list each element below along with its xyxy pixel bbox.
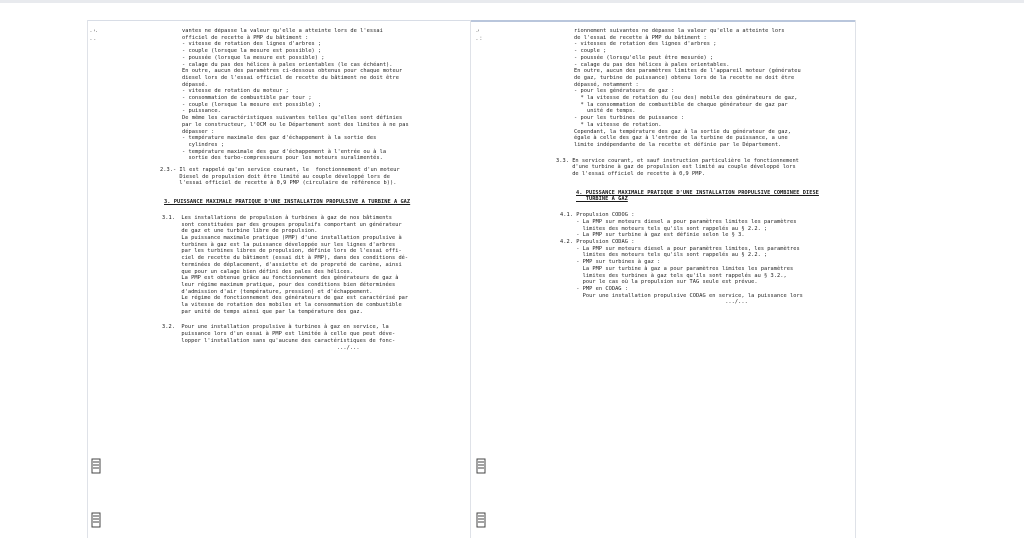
right-page [550,28,850,538]
text-line: ciel de recette du bâtiment (essai dit à PMP), dans des conditions dé- [162,255,409,262]
text-line: diesel lors de l'essai officiel de recette du bâtiment ne doit être [182,74,400,81]
text-line: unité de temps. [574,108,636,115]
text-line: lopper l'installation sans qu'aucune des caractéristiques de fonc- [162,337,396,344]
text-line: - couple ; [574,48,607,55]
subsection-heading: 4.2. Propulsion CODAG : [560,238,635,245]
text-line: - température maximale des gaz d'échappement à la sortie des [182,135,377,142]
text-line: leur régime maximum pratique, pour des conditions bien déterminées [162,281,396,288]
text-line: - couple (lorsque la mesure est possible) ; [182,48,322,55]
text-line: - PMP sur turbines à gaz : [560,259,661,266]
text-line: égale à celle des gaz à l'entrée de la turbine de puissance, a une [574,135,788,142]
subsection-heading: 4.1. Propulsion CODOG : [560,212,635,219]
scan-stamp-icon [91,458,101,474]
page-frame-right [855,20,856,538]
right-page-top-text [550,28,850,149]
section-heading: 3. PUISSANCE MAXIMALE PRATIQUE D'UNE INSTALLATION PROPULSIVE A TURBINE A GAZ [164,199,411,206]
text-line: La puissance maximale pratique (PMP) d'une installation propulsive à [162,234,402,241]
section-4-body [550,212,850,306]
text-line: 3.1. Les installations de propulsion à turbines à gaz de nos bâtiments [162,214,392,221]
text-line: sortie des turbo-compresseurs pour les moteurs suralimentés. [182,155,383,162]
text-line: limites des moteurs tels qu'ils sont rappelés au § 2.2. ; [560,225,768,232]
text-line: * la vitesse de rotation du (ou des) mobile des générateurs de gaz, [574,95,798,102]
text-line: - vitesse de rotation du moteur ; [182,88,289,95]
text-line: - vitesses de rotation des lignes d'arbres ; [574,41,717,48]
scan-stamp-icon [476,458,486,474]
text-line: sont constituées par des groupes propulsifs comportant un générateur [162,221,402,228]
text-line: - La PMP sur moteurs diesel a pour paramètres limites les paramètres [560,218,797,225]
text-line: - PMP en CODAG : [560,285,629,292]
text-line: dépassé. [182,81,208,88]
text-line: * la vitesse de rotation. [574,121,662,128]
text-line: par le constructeur, l'OCM ou le Département sont des limites à ne pas [182,121,409,128]
text-line: limites des turbines à gaz tels qu'ils sont rappelés au § 3.2., [560,272,787,279]
text-line: Cependant, la température des gaz à la sortie du générateur de gaz, [574,128,792,135]
scan-stamp-icon [476,512,486,528]
text-line: d'admission d'air (température, pression) et d'échappement. [162,288,373,295]
text-line: pour le cas où la propulsion sur TAG seule est prévue. [560,279,758,286]
scan-stamp-icon [91,512,101,528]
text-line: - pour les turbines de puissance : [574,115,685,122]
text-line: 3.3. En service courant, et sauf instruction particulière le fonctionnement [556,157,799,164]
text-line: officiel de recette à PMP du bâtiment : [182,34,309,41]
text-line: vantes ne dépasse la valeur qu'elle a atteinte lors de l'essai [182,28,383,34]
text-line: 3.2. Pour une installation propulsive à turbines à gaz en service, la [162,324,389,331]
text-line: Diesel de propulsion doit être limité au couple développé lors de [160,173,390,180]
section-4-heading [550,190,850,203]
text-line: turbines à gaz est la puissance développée sur les lignes d'arbres [162,241,396,248]
scan-noise-left: · '· . . [90,29,98,42]
text-line: - température maximale des gaz d'échappement à l'entrée ou à la [182,148,387,155]
text-line: par les turbines libres de propulsion, définie lors de l'essai offi- [162,248,402,255]
text-line: - calage du pas des hélices à pales orientables. [574,61,730,68]
text-line: de l'essai officiel de recette à 0,9 PMP. [556,171,705,178]
text-line: puissance lors d'un essai à PMP est limitée à celle que peut déve- [162,331,396,338]
left-page-top-text [150,28,450,162]
text-line: - La PMP sur turbine à gaz est définie selon le § 3. [560,232,745,239]
section-heading: TURBINE A GAZ [576,196,628,203]
text-line: d'une turbine à gaz de propulsion est limité au couple développé lors [556,164,796,171]
paragraph-3-3 [550,158,850,178]
text-line: - poussée (lorsqu'elle peut être mesurée) ; [574,54,714,61]
text-line: rionnement suivantes ne dépasse la valeur qu'elle a atteinte lors [574,28,785,34]
text-line: - poussée (lorsque la mesure est possible) ; [182,54,325,61]
text-line: dépassé, notamment : [574,81,639,88]
text-line: - calage du pas des hélices à pales orientables (le cas échéant). [182,61,393,68]
page-frame-left [87,20,88,538]
right-page-top-rule [471,20,855,22]
text-line: que pour un calage bien défini des pales des hélices. [162,268,354,275]
top-rule [0,0,1024,3]
text-line: dépasser : [182,128,215,135]
text-line: de l'essai de recette à PMP du bâtiment : [574,34,707,41]
text-line: - vitesse de rotation des lignes d'arbres ; [182,41,322,48]
text-line: - pour les générateurs de gaz : [574,88,675,95]
text-line: La PMP est obtenue grâce au fonctionnement des générateurs de gaz à [162,275,399,282]
scan-noise-right: ·' . : [476,29,482,42]
page-frame-middle [470,20,471,538]
text-line: Le régime de fonctionnement des générateurs de gaz est caractérisé par [162,295,409,302]
text-line: - La PMP sur moteurs diesel a pour paramètres limites, les paramètres [560,245,800,252]
page-continuation: .../... [162,344,360,351]
page-continuation: .../... [560,299,748,306]
paragraph-3-2 [150,324,450,351]
text-line: - couple (lorsque la mesure est possible) ; [182,101,322,108]
text-line: terminées de déplacement, d'assiette et de propreté de carène, ainsi [162,261,402,268]
text-line: En outre, aucun des paramètres ci-dessous obtenus pour chaque moteur [182,68,403,75]
text-line: Pour une installation propulsive CODAG en service, la puissance lors [560,292,803,299]
left-page-top-rule [88,20,470,21]
text-line: par unité de temps ainsi que par la température des gaz. [162,308,363,315]
text-line: cylindres ; [182,141,225,148]
text-line: - puissance. [182,108,221,115]
text-line: De même les caractéristiques suivantes telles qu'elles sont définies [182,115,403,122]
paragraph-3-1 [150,215,450,316]
section-heading: 4. PUISSANCE MAXIMALE PRATIQUE D'UNE INSTALLATION PROPULSIVE COMBINEE DIESE [576,189,819,196]
text-line: limite indépendante de la recette et définie par le Département. [574,141,782,148]
text-line: En outre, aucun des paramètres limites de l'appareil moteur (générateu [574,68,801,75]
text-line: de gaz, turbine de puissance) obtenu lors de la recette ne doit être [574,74,795,81]
left-page [150,28,450,538]
text-line: limites des moteurs tels qu'ils sont rappelés au § 2.2. ; [560,252,768,259]
text-line: La PMP sur turbine à gaz a pour paramètres limites les paramètres [560,265,794,272]
text-line: - consommation de combustible par tour ; [182,95,312,102]
text-line: la vitesse de rotation des mobiles et la consommation de combustible [162,302,402,309]
text-line: 2.3.- Il est rappelé qu'en service courant, le fonctionnement d'un moteur [160,167,400,174]
text-line: de gaz et une turbine libre de propulsion. [162,228,318,235]
paragraph-2-3 [150,167,450,187]
text-line: l'essai officiel de recette à 0,9 PMP (circulaire de référence b)). [160,180,397,187]
section-3-heading [150,199,450,206]
text-line: * la consommation de combustible de chaque générateur de gaz par [574,101,788,108]
